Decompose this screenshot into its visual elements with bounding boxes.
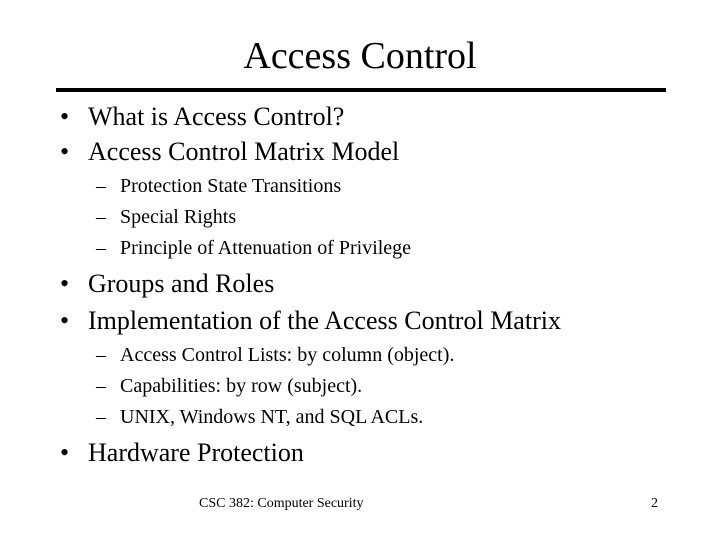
dash-icon: – xyxy=(96,237,106,259)
bullet-item xyxy=(60,268,274,300)
dash-icon: – xyxy=(96,406,106,428)
sub-bullet-item xyxy=(96,404,423,430)
sub-bullet-text: Capabilities: by row (subject). xyxy=(120,375,363,397)
dash-icon: – xyxy=(96,175,106,197)
dash-icon: – xyxy=(96,375,106,397)
bullet-text: Access Control Matrix Model xyxy=(88,137,400,166)
bullet-text: What is Access Control? xyxy=(88,102,345,131)
bullet-dot-icon: • xyxy=(60,102,70,131)
dash-icon: – xyxy=(96,206,106,228)
bullet-text: Implementation of the Access Control Matrix xyxy=(88,306,561,335)
bullet-dot-icon: • xyxy=(60,438,70,467)
slide-footer: CSC 382: Computer Security xyxy=(199,496,364,511)
dash-icon: – xyxy=(96,344,106,366)
sub-bullet-item xyxy=(96,342,454,368)
bullet-item xyxy=(60,437,304,469)
page-number: 2 xyxy=(651,496,658,511)
sub-bullet-text: Special Rights xyxy=(120,206,237,228)
bullet-dot-icon: • xyxy=(60,306,70,335)
bullet-text: Groups and Roles xyxy=(88,269,275,298)
bullet-item xyxy=(60,101,344,133)
sub-bullet-text: Principle of Attenuation of Privilege xyxy=(120,237,412,259)
slide-title: Access Control xyxy=(243,35,477,77)
sub-bullet-item xyxy=(96,173,341,199)
bullet-dot-icon: • xyxy=(60,137,70,166)
sub-bullet-item xyxy=(96,373,362,399)
sub-bullet-text: Protection State Transitions xyxy=(120,175,342,197)
sub-bullet-item xyxy=(96,235,411,261)
bullet-item xyxy=(60,305,561,337)
sub-bullet-item xyxy=(96,204,236,230)
sub-bullet-text: Access Control Lists: by column (object). xyxy=(120,344,455,366)
bullet-item xyxy=(60,136,399,168)
bullet-text: Hardware Protection xyxy=(88,438,304,467)
title-rule xyxy=(56,88,666,92)
bullet-dot-icon: • xyxy=(60,269,70,298)
sub-bullet-text: UNIX, Windows NT, and SQL ACLs. xyxy=(120,406,424,428)
